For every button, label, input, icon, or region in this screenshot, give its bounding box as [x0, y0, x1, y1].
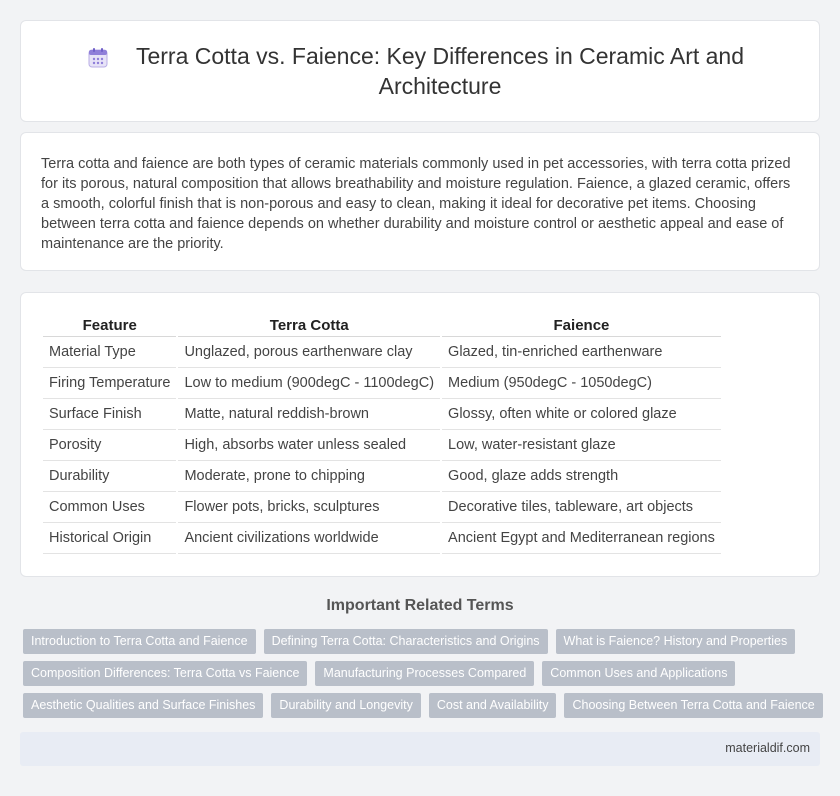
comparison-card — [20, 292, 820, 577]
table-cell: Flower pots, bricks, sculptures — [178, 492, 440, 523]
related-term-link[interactable]: Manufacturing Processes Compared — [315, 661, 534, 686]
table-row — [43, 492, 721, 523]
intro-paragraph: Terra cotta and faience are both types of ceramic materials commonly used in pet accessories, with terra cotta prized for its porous, natural composition that allows breathability and moisture regulation. Faience, a glazed ceramic, offers a smooth, colorful finish that is non-porous and easy to clean, making it ideal for decorative pet items. Choosing between terra cotta and faience depends on whether durability and moisture control or aesthetic appeal and ease of maintenance are the priority. — [41, 156, 791, 252]
related-terms-row — [23, 693, 823, 718]
table-cell: Good, glaze adds strength — [442, 461, 721, 492]
title-card — [20, 20, 820, 122]
related-term-link[interactable]: Choosing Between Terra Cotta and Faience — [564, 693, 822, 718]
related-term-link[interactable]: Defining Terra Cotta: Characteristics and Origins — [264, 629, 548, 654]
column-header-faience: Faience — [442, 315, 721, 337]
table-header-row — [43, 315, 721, 337]
page-title: Terra Cotta vs. Faience: Key Differences in Ceramic Art and Architecture — [135, 43, 745, 99]
table-row — [43, 399, 721, 430]
related-term-link[interactable]: Durability and Longevity — [271, 693, 420, 718]
table-cell: High, absorbs water unless sealed — [178, 430, 440, 461]
table-cell: Ancient civilizations worldwide — [178, 523, 440, 554]
column-header-terra-cotta: Terra Cotta — [178, 315, 440, 337]
table-cell: Low to medium (900degC - 1100degC) — [178, 368, 440, 399]
table-cell: Surface Finish — [43, 399, 176, 430]
related-term-link[interactable]: What is Faience? History and Properties — [556, 629, 796, 654]
comparison-table — [41, 315, 723, 554]
table-cell: Decorative tiles, tableware, art objects — [442, 492, 721, 523]
table-cell: Common Uses — [43, 492, 176, 523]
table-cell: Ancient Egypt and Mediterranean regions — [442, 523, 721, 554]
related-terms-heading: Important Related Terms — [326, 597, 514, 614]
footer — [20, 732, 820, 766]
table-cell: Low, water-resistant glaze — [442, 430, 721, 461]
intro-card — [20, 132, 820, 271]
related-term-link[interactable]: Aesthetic Qualities and Surface Finishes — [23, 693, 263, 718]
table-cell: Matte, natural reddish-brown — [178, 399, 440, 430]
related-term-link[interactable]: Introduction to Terra Cotta and Faience — [23, 629, 256, 654]
table-cell: Glossy, often white or colored glaze — [442, 399, 721, 430]
column-header-feature: Feature — [43, 315, 176, 337]
table-row — [43, 368, 721, 399]
related-terms-row — [23, 629, 795, 654]
table-cell: Moderate, prone to chipping — [178, 461, 440, 492]
footer-site-name: materialdif.com — [725, 741, 810, 755]
table-cell: Unglazed, porous earthenware clay — [178, 337, 440, 368]
table-cell: Porosity — [43, 430, 176, 461]
related-term-link[interactable]: Common Uses and Applications — [542, 661, 735, 686]
table-row — [43, 461, 721, 492]
table-cell: Material Type — [43, 337, 176, 368]
table-cell: Glazed, tin-enriched earthenware — [442, 337, 721, 368]
table-row — [43, 523, 721, 554]
table-row — [43, 430, 721, 461]
related-term-link[interactable]: Composition Differences: Terra Cotta vs Faience — [23, 661, 307, 686]
table-cell: Firing Temperature — [43, 368, 176, 399]
related-terms-row — [23, 661, 735, 686]
table-cell: Durability — [43, 461, 176, 492]
related-term-link[interactable]: Cost and Availability — [429, 693, 557, 718]
table-cell: Medium (950degC - 1050degC) — [442, 368, 721, 399]
table-row — [43, 337, 721, 368]
table-cell: Historical Origin — [43, 523, 176, 554]
